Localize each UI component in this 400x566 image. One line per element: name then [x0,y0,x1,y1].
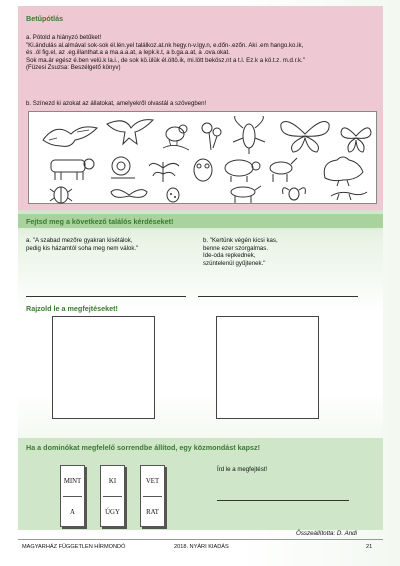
horse-icon[interactable] [225,184,265,204]
task-a-source: (Füzesi Zsuzsa: Beszélgető könyv) [26,64,121,72]
domino-top-word: MINT [63,477,82,485]
drawing-box-b[interactable] [216,316,319,419]
letter-fill-section [18,6,383,210]
proverb-answer-line[interactable] [217,500,349,501]
eagle-icon[interactable] [105,114,155,148]
answer-line-b[interactable] [198,296,358,297]
domino-tile[interactable] [60,465,85,527]
domino-top-word: VET [145,477,160,485]
moth-icon[interactable] [109,186,149,204]
domino-bottom-word: ÚGY [105,508,120,516]
snail-icon[interactable] [107,152,137,186]
deer-icon[interactable] [265,156,301,182]
lizard-icon[interactable] [329,186,369,204]
beetle-icon[interactable] [49,184,73,204]
drawing-box-a[interactable] [52,316,155,419]
task-a-heading: a. Pótold a hiányzó betűket! [26,34,102,41]
riddle-a [26,237,138,252]
riddle-b-line: szüntelenül gyűjtenek." [203,259,266,267]
rooster-icon[interactable] [319,152,369,186]
butterfly-icon[interactable] [339,122,373,156]
footer-edition: 2018. NYÁRI KIADÁS [174,544,229,550]
domino-tile[interactable] [140,465,165,527]
riddles-title-bar [18,214,383,228]
page-number: 21 [366,544,373,550]
riddle-b-line: benne ezer szorgalmas. [203,244,269,252]
section-title-riddles: Fejtsd meg a következő találós kérdéseket! [26,217,174,226]
riddle-b [203,237,278,267]
task-a-line: és .ól fig.el, az .eg.illanthat.a a ma.a.a.at, a lepk.k.t, a b.ga.a.at, a .ova.okat. [26,49,230,57]
section-title-draw: Rajzold le a megfejtéseket! [26,304,118,313]
cow-icon[interactable] [41,156,97,182]
domino-bottom-word: RAT [146,508,159,516]
animal-illustrations [28,111,377,204]
owl-icon[interactable] [189,156,217,182]
footer-rule [18,539,383,540]
plant-icon[interactable] [145,154,183,184]
domino-bottom-word: A [70,508,75,516]
section-title-betupotlas: Betűpótlás [26,14,64,23]
write-answer-label: Írd le a megfejtést! [217,466,268,473]
butterfly-icon[interactable] [279,116,331,154]
task-a-line: Sok ma.ár egész é.ben velü.k la.i., de sok kö.ülük él.öltö.ik, mi.lött bekösz.nt a t.l. Ez.k a kö.t.z. m.d.r.k." [26,56,305,64]
riddle-b-line: Ide-oda repkednek, [203,252,256,260]
lobster-icon[interactable] [229,116,269,154]
sheep-icon[interactable] [219,156,263,184]
riddle-a-line: a. "A szabad mezőre gyakran kisétálok, [26,237,133,244]
riddle-b-line: b. "Kertünk végén kicsi kas, [203,237,278,244]
bird-on-branch-icon[interactable] [159,120,193,154]
section-title-domino: Ha a dominókat megfelelő sorrendbe állítod, egy közmondást kapsz! [26,443,261,452]
task-a-text [26,34,378,72]
domino-tile[interactable] [100,465,125,527]
bird-with-wings-icon[interactable] [41,120,99,152]
domino-top-word: KI [108,477,117,485]
riddle-a-line: pedig kis házamtól soha meg nem válok." [26,244,139,252]
task-a-line: "Ki.ándulás al.almával sok-sok él.lén.yel találkoz.at.nk hegy.n-v.lgy.n, e.dőn-.ezőn. Aki .em hango.ko.ik, [26,41,304,49]
footer-publication: MAGYARHÁZ FÜGGETLEN HÍRMONDÓ [22,544,126,550]
fly-icon[interactable] [279,182,309,204]
credit: Összeállította: D. Andi [296,530,357,537]
ladybug-icon[interactable] [163,184,183,204]
answer-line-a[interactable] [26,296,186,297]
flower-branch-icon[interactable] [197,118,227,152]
task-b-heading: b. Színezd ki azokat az állatokat, amelyekről olvastál a szövegben! [26,100,207,107]
